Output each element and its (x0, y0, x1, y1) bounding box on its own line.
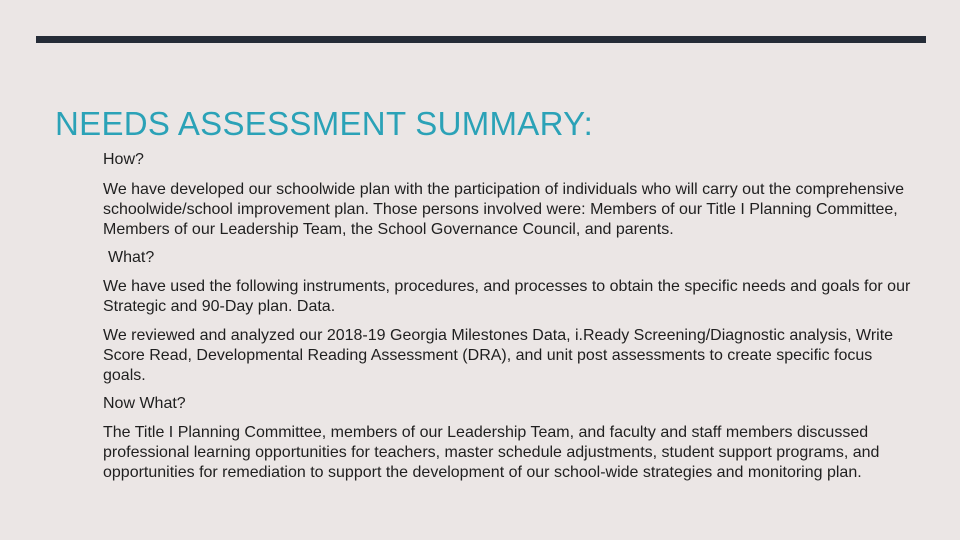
what-paragraph-data-review: We reviewed and analyzed our 2018-19 Georgia Milestones Data, i.Ready Screening/Diagnostic analysis, Write Score Read, Developmental Reading Assessment (DRA), and unit post assessments to create specific focus goals. (103, 327, 894, 384)
what-paragraph-instruments: We have used the following instruments, procedures, and processes to obtain the specific needs and goals for our Strategic and 90-Day plan. Data. (103, 278, 911, 315)
slide-title: NEEDS ASSESSMENT SUMMARY: (55, 105, 594, 142)
now-what-heading: Now What? (103, 395, 186, 412)
top-accent-bar (36, 36, 926, 43)
now-what-paragraph: The Title I Planning Committee, members of our Leadership Team, and faculty and staff members discussed professional learning opportunities for teachers, master schedule adjustments, student support programs, and opportunities for remediation to support the development of our school-wide strategies and monitoring plan. (103, 424, 880, 481)
what-heading: What? (108, 249, 155, 266)
how-paragraph: We have developed our schoolwide plan with the participation of individuals who will carry out the comprehensive schoolwide/school improvement plan. Those persons involved were: Members of our Title I Planning Committee, Members of our Leadership Team, the School Governance Council, and parents. (103, 181, 905, 238)
how-heading: How? (103, 151, 144, 168)
slide-body (103, 150, 913, 483)
